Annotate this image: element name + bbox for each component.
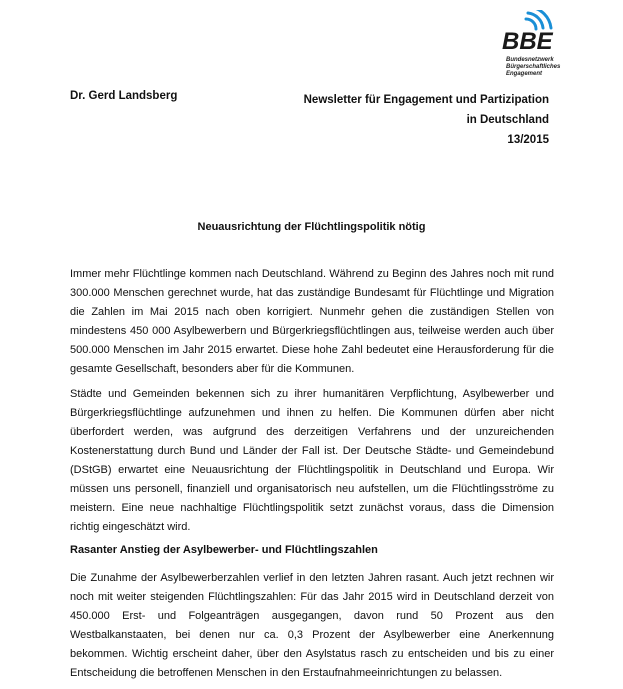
section-heading: Rasanter Anstieg der Asylbewerber- und Flüchtlingszahlen (70, 544, 378, 556)
logo-subtitle (506, 57, 560, 78)
author-name: Dr. Gerd Landsberg (70, 90, 178, 102)
logo-line1: Bundesnetzwerk (506, 57, 554, 63)
article-title: Neuausrichtung der Flüchtlingspolitik nötig (197, 221, 426, 233)
logo-line3: Engagement (506, 71, 543, 77)
newsletter-info (304, 90, 549, 150)
bbe-logo-mark (496, 10, 556, 56)
newsletter-region: in Deutschland (466, 114, 549, 126)
paragraph-1: Immer mehr Flüchtlinge kommen nach Deutschland. Während zu Beginn des Jahres noch mit rund 300.000 Menschen gerechnet wurde, hat das zuständige Bundesamt für Flüchtlinge und Migration die Zahlen im Mai 2015 nach oben korrigiert. Nunmehr gehen die zuständigen Stellen von mindestens 450 000 Asylbewerbern und Bürgerkriegsflüchtlingen aus, teilweise werden auch über 500.000 Menschen im Jahr 2015 erwartet. Diese hohe Zahl bedeutet eine Herausforderung für die gesamte Gesellschaft, besonders aber für die Kommunen. (70, 268, 554, 375)
bbe-logo (496, 10, 561, 80)
logo-brand-text: BBE (502, 28, 553, 55)
newsletter-title: Newsletter für Engagement und Partizipation (303, 94, 549, 106)
paragraph-3: Die Zunahme der Asylbewerberzahlen verlief in den letzten Jahren rasant. Auch jetzt rechnen wir noch mit weiter steigenden Flüchtlingszahlen: Für das Jahr 2015 wird in Deutschland derzeit von 450.000 Erst- und Folgeanträgen ausgegangen, davon rund 50 Prozent aus den Westbalkanstaaten, bei denen nur ca. 0,3 Prozent der Asylbewerber eine Anerkennung bekommen. Wichtig erscheint daher, über den Asylstatus rasch zu entscheiden und bis zu einer Entscheidung die betroffenen Menschen in den Erstaufnahmeeinrichtungen zu belassen. (70, 572, 554, 679)
newsletter-issue: 13/2015 (507, 134, 549, 146)
paragraph-2: Städte und Gemeinden bekennen sich zu ihrer humanitären Verpflichtung, Asylbewerber und Bürgerkriegsflüchtlinge aufzunehmen und ihnen zu helfen. Die Kommunen dürfen aber nicht überfordert werden, was aufgrund des derzeitigen Verfahrens und der unzureichenden Kostenerstattung durch Bund und Länder der Fall ist. Der Deutsche Städte- und Gemeindebund (DStGB) erwartet eine Neuausrichtung der Flüchtlingspolitik in Deutschland und Europa. Wir müssen uns personell, finanziell und organisatorisch neu aufstellen, um die Flüchtlingsströme zu meistern. Eine neue nachhaltige Flüchtlingspolitik setzt zunächst voraus, dass die Dimension richtig eingeschätzt wird. (70, 388, 554, 533)
logo-line2: Bürgerschaftliches (506, 64, 561, 70)
